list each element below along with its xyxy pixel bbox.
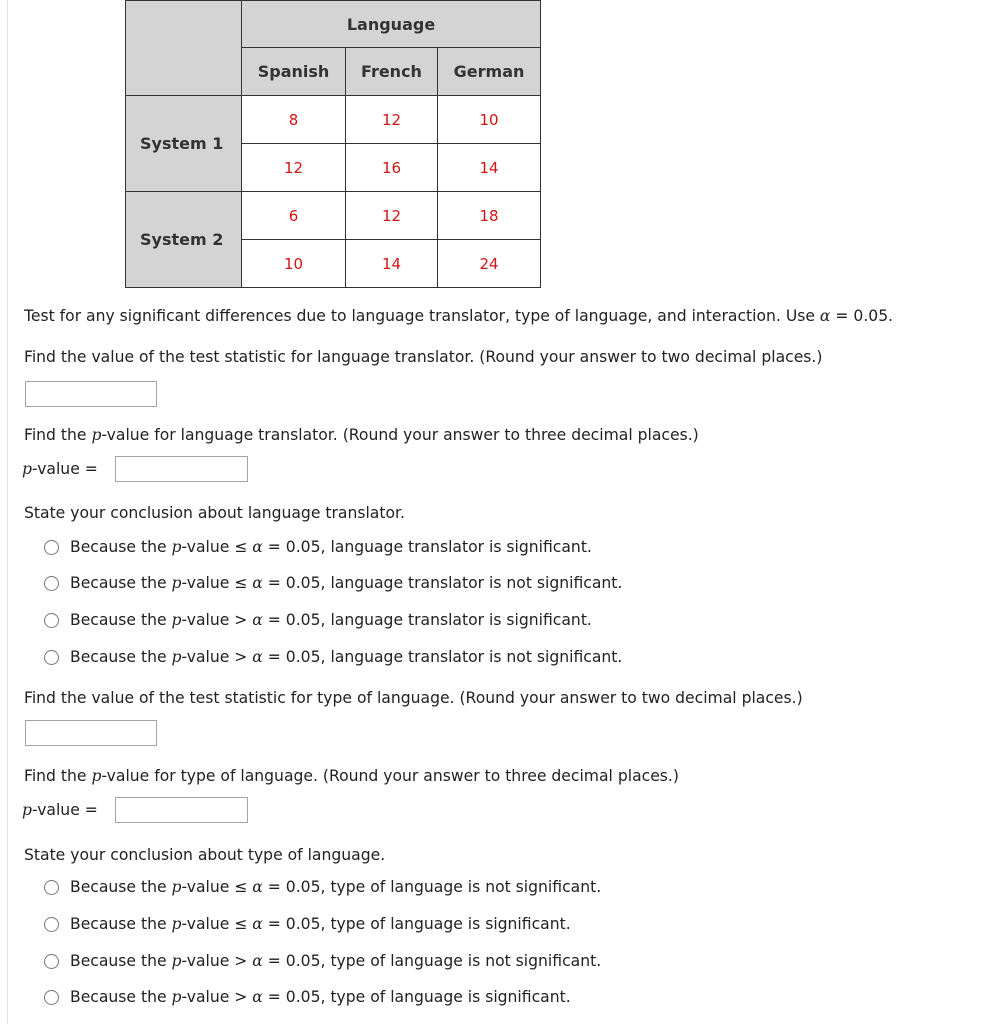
radio-button[interactable] (44, 917, 59, 932)
option-label: Because the p-value ≤ α = 0.05, language translator is significant. (70, 538, 592, 556)
table-cell: 10 (438, 96, 541, 144)
option-label: Because the p-value ≤ α = 0.05, type of language is significant. (70, 915, 571, 933)
table-cell: 16 (346, 144, 438, 192)
column-header-german: German (438, 48, 541, 96)
radio-button[interactable] (44, 613, 59, 628)
table-cell: 10 (242, 240, 346, 288)
q3-option-4[interactable] (44, 648, 622, 666)
column-header-french: French (346, 48, 438, 96)
row-header-system-1: System 1 (126, 96, 242, 192)
q3-option-3[interactable] (44, 611, 592, 629)
option-label: Because the p-value > α = 0.05, language translator is not significant. (70, 648, 623, 666)
radio-button[interactable] (44, 954, 59, 969)
q5-prompt: Find the p-value for type of language. (Round your answer to three decimal places.) (24, 767, 679, 785)
q5-pvalue-input[interactable] (115, 797, 248, 823)
table-corner (126, 1, 242, 96)
table-cell: 18 (438, 192, 541, 240)
q5-pvalue-label: p-value = (22, 801, 98, 819)
intro-text: Test for any significant differences due to language translator, type of language, and interaction. Use α = 0.05. (24, 307, 894, 325)
q2-pvalue-input[interactable] (115, 456, 248, 482)
table-cell: 12 (242, 144, 346, 192)
data-table (125, 0, 541, 288)
table-cell: 8 (242, 96, 346, 144)
table-cell: 12 (346, 96, 438, 144)
table-row (126, 96, 541, 144)
q3-prompt: State your conclusion about language translator. (24, 504, 405, 522)
q3-option-2[interactable] (44, 574, 622, 592)
q3-option-1[interactable] (44, 538, 592, 556)
radio-button[interactable] (44, 880, 59, 895)
q4-prompt: Find the value of the test statistic for type of language. (Round your answer to two decimal places.) (24, 689, 803, 707)
q6-option-1[interactable] (44, 878, 601, 896)
option-label: Because the p-value > α = 0.05, language translator is significant. (70, 611, 592, 629)
column-header-spanish: Spanish (242, 48, 346, 96)
radio-button[interactable] (44, 540, 59, 555)
option-label: Because the p-value ≤ α = 0.05, type of language is not significant. (70, 878, 602, 896)
option-label: Because the p-value > α = 0.05, type of language is not significant. (70, 952, 602, 970)
radio-button[interactable] (44, 576, 59, 591)
q6-option-2[interactable] (44, 915, 571, 933)
option-label: Because the p-value > α = 0.05, type of language is significant. (70, 988, 571, 1006)
table-cell: 12 (346, 192, 438, 240)
q6-option-4[interactable] (44, 988, 571, 1006)
q6-option-3[interactable] (44, 952, 601, 970)
radio-button[interactable] (44, 650, 59, 665)
option-label: Because the p-value ≤ α = 0.05, language translator is not significant. (70, 574, 623, 592)
q2-pvalue-label: p-value = (22, 460, 98, 478)
radio-button[interactable] (44, 990, 59, 1005)
q6-prompt: State your conclusion about type of language. (24, 846, 386, 864)
q1-test-statistic-input[interactable] (25, 381, 157, 407)
table-cell: 14 (346, 240, 438, 288)
q4-test-statistic-input[interactable] (25, 720, 157, 746)
table-row (126, 192, 541, 240)
language-header: Language (242, 1, 541, 48)
q2-prompt: Find the p-value for language translator. (Round your answer to three decimal places.) (24, 426, 699, 444)
table-cell: 24 (438, 240, 541, 288)
row-header-system-2: System 2 (126, 192, 242, 288)
table-cell: 14 (438, 144, 541, 192)
table-cell: 6 (242, 192, 346, 240)
page-left-border (7, 0, 8, 1024)
q1-prompt: Find the value of the test statistic for language translator. (Round your answer to two decimal places.) (24, 348, 823, 366)
